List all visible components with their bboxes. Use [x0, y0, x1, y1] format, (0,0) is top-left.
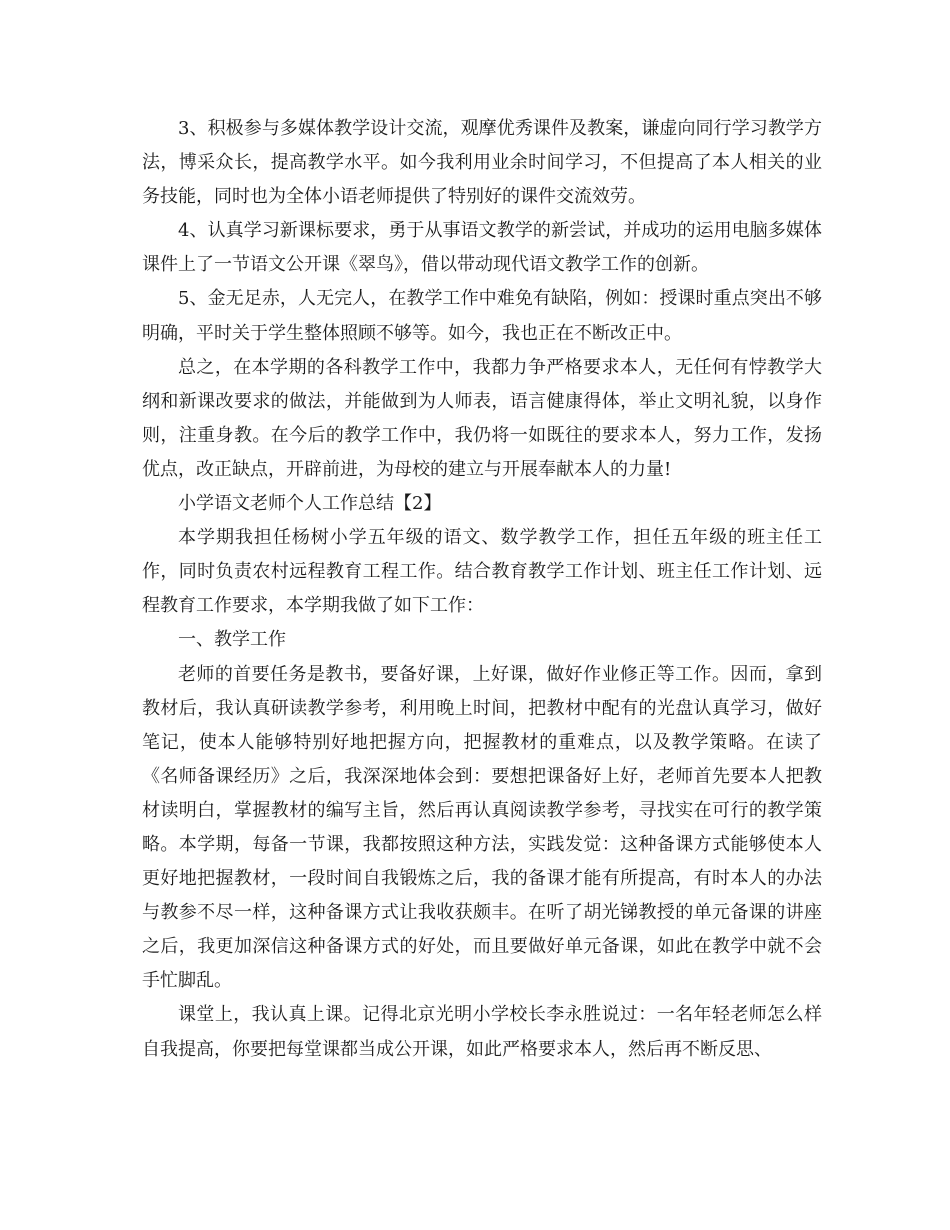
section-title: 小学语文老师个人工作总结【2】 — [178, 493, 442, 515]
paragraph-intro: 本学期我担任杨树小学五年级的语文、数学教学工作，担任五年级的班主任工作，同时负责农村远程教育工程工作。结合教育教学工作计划、班主任工作计划、远程教育工作要求，本学期我做了如下工作： — [142, 527, 822, 617]
paragraph-conclusion: 总之，在本学期的各科教学工作中，我都力争严格要求本人，无任何有悖教学大纲和新课改要求的做法，并能做到为人师表，语言健康得体，举止文明礼貌，以身作则，注重身教。在今后的教学工作中，我仍将一如既往的要求本人，努力工作，发扬优点，改正缺点，开辟前进，为母校的建立与开展奉献本人的力量! — [142, 356, 822, 480]
paragraph-item-5: 5、金无足赤，人无完人，在教学工作中难免有缺陷，例如：授课时重点突出不够明确，平时关于学生整体照顾不够等。如今，我也正在不断改正中。 — [142, 288, 822, 344]
paragraph-lesson-preparation: 老师的首要任务是教书，要备好课，上好课，做好作业修正等工作。因而，拿到教材后，我认真研读教学参考，利用晚上时间，把教材中配有的光盘认真学习，做好笔记，使本人能够特别好地把握方向，把握教材的重难点，以及教学策略。在读了《名师备课经历》之后，我深深地体会到：要想把课备好上好，老师首先要本人把教材读明白，掌握教材的编写主旨，然后再认真阅读教学参考，寻找实在可行的教学策略。本学期，每备一节课，我都按照这种方法，实践发觉：这种备课方式能够使本人更好地把握教材，一段时间自我锻炼之后，我的备课才能有所提高，有时本人的办法与教参不尽一样，这种备课方式让我收获颇丰。在听了胡光锑教授的单元备课的讲座之后，我更加深信这种备课方式的好处，而且要做好单元备课，如此在教学中就不会手忙脚乱。 — [142, 663, 822, 992]
paragraph-classroom: 课堂上，我认真上课。记得北京光明小学校长李永胜说过：一名年轻老师怎么样自我提高，你要把每堂课都当成公开课，如此严格要求本人，然后再不断反思、 — [142, 1004, 822, 1060]
paragraph-item-3: 3、积极参与多媒体教学设计交流，观摩优秀课件及教案，谦虚向同行学习教学方法，博采众长，提高教学水平。如今我利用业余时间学习，不但提高了本人相关的业务技能，同时也为全体小语老师提供了特别好的课件交流效劳。 — [142, 118, 822, 208]
subsection-heading-teaching: 一、教学工作 — [178, 629, 286, 651]
document-page — [142, 112, 822, 1067]
paragraph-item-4: 4、认真学习新课标要求，勇于从事语文教学的新尝试，并成功的运用电脑多媒体课件上了一节语文公开课《翠鸟》，借以带动现代语文教学工作的创新。 — [142, 220, 822, 276]
